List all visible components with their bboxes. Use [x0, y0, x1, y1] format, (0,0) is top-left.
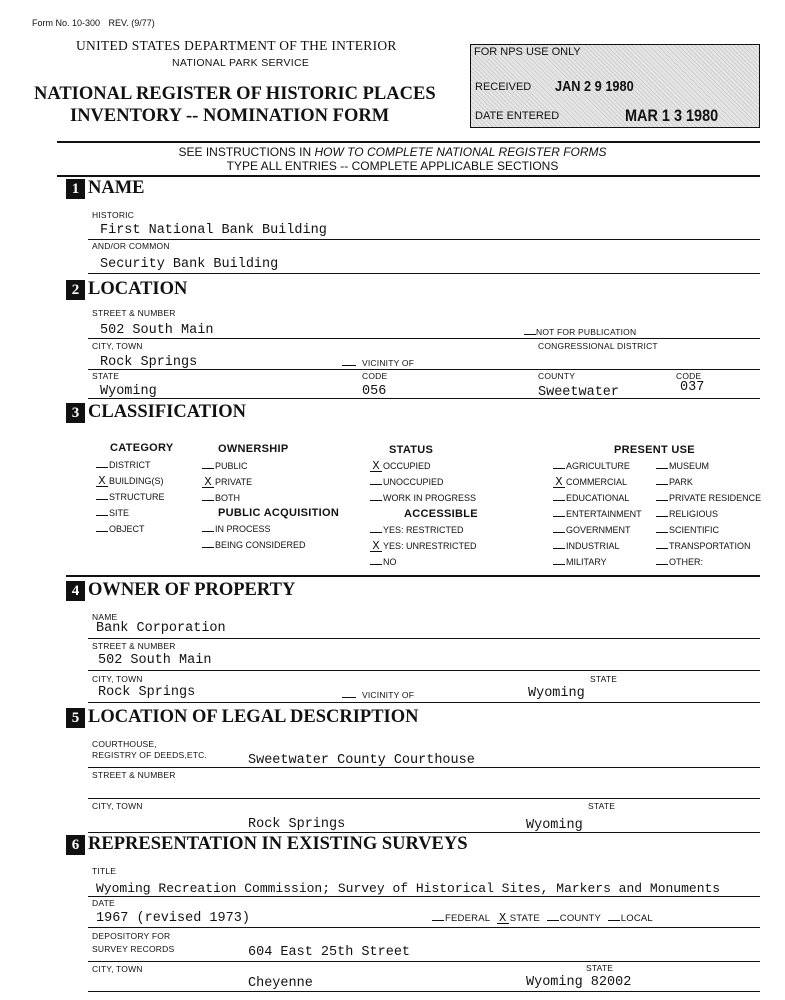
- field-line: [88, 338, 760, 339]
- service-name: NATIONAL PARK SERVICE: [172, 57, 310, 69]
- field-line: [88, 702, 760, 703]
- street-label: STREET & NUMBER: [92, 308, 176, 318]
- section-5-heading: [66, 707, 419, 728]
- checkbox-row: [96, 524, 145, 534]
- county-value: Sweetwater: [538, 385, 620, 400]
- checkbox-row: [370, 541, 477, 552]
- owner-vicinity: [342, 690, 414, 700]
- survey-date-label: DATE: [92, 898, 115, 908]
- form-no-text: Form No. 10-300: [32, 18, 101, 28]
- checkbox-label: SITE: [109, 508, 130, 518]
- checkbox-mark[interactable]: [553, 564, 565, 565]
- section-3-title: CLASSIFICATION: [88, 402, 246, 422]
- legal-city-value: Rock Springs: [248, 817, 346, 832]
- category-heading: CATEGORY: [110, 442, 174, 454]
- congressional-district-label: CONGRESSIONAL DISTRICT: [538, 341, 658, 351]
- legal-street-label: STREET & NUMBER: [92, 770, 176, 780]
- checkbox-label: UNOCCUPIED: [383, 477, 444, 487]
- checkbox-mark[interactable]: [553, 532, 565, 533]
- state-mark: X: [497, 913, 509, 924]
- checkbox-row: [96, 492, 165, 502]
- checkbox-label: WORK IN PROGRESS: [383, 493, 477, 503]
- owner-street-value: 502 South Main: [98, 653, 212, 668]
- survey-title-label: TITLE: [92, 866, 117, 876]
- owner-state-value: Wyoming: [528, 686, 585, 701]
- state-value: Wyoming: [100, 384, 157, 399]
- checkbox-mark[interactable]: [370, 500, 382, 501]
- checkbox-mark[interactable]: X: [202, 477, 214, 488]
- survey-state-label: STATE: [586, 963, 614, 973]
- section-6-number: 6: [66, 835, 85, 855]
- checkbox-label: INDUSTRIAL: [566, 541, 620, 551]
- owner-city-value: Rock Springs: [98, 685, 196, 700]
- checkbox-row: [656, 525, 719, 535]
- instructions-italic: HOW TO COMPLETE NATIONAL REGISTER FORMS: [314, 145, 607, 159]
- section-1-heading: [66, 178, 145, 199]
- checkbox-mark[interactable]: [96, 531, 108, 532]
- divider: [66, 575, 760, 577]
- checkbox-label: SCIENTIFIC: [669, 525, 720, 535]
- legal-state-label: STATE: [588, 801, 616, 811]
- checkbox-mark[interactable]: [656, 516, 668, 517]
- checkbox-row: [656, 509, 718, 519]
- state-label: STATE: [92, 371, 120, 381]
- checkbox-label: PRIVATE: [215, 477, 253, 487]
- checkbox-row: [656, 477, 693, 487]
- checkbox-mark[interactable]: X: [370, 541, 382, 552]
- checkbox-mark[interactable]: [370, 564, 382, 565]
- section-4-number: 4: [66, 581, 85, 601]
- section-4-title: OWNER OF PROPERTY: [88, 580, 296, 600]
- field-line: [88, 798, 760, 799]
- checkbox-row: [202, 477, 252, 488]
- checkbox-label: OBJECT: [109, 524, 145, 534]
- historic-label: HISTORIC: [92, 210, 135, 220]
- county-level-label: COUNTY: [559, 913, 601, 924]
- checkbox-row: [656, 541, 751, 551]
- owner-vicinity-label: VICINITY OF: [362, 690, 415, 700]
- checkbox-mark[interactable]: X: [553, 477, 565, 488]
- checkbox-label: AGRICULTURE: [566, 461, 630, 471]
- historic-value: First National Bank Building: [100, 223, 327, 238]
- depository-label-2: SURVEY RECORDS: [92, 944, 175, 954]
- field-line: [88, 991, 760, 992]
- survey-city-value: Cheyenne: [248, 976, 313, 991]
- checkbox-mark[interactable]: [656, 532, 668, 533]
- checkbox-label: NO: [383, 557, 397, 567]
- survey-level: [432, 913, 653, 924]
- checkbox-row: [96, 508, 129, 518]
- city-label: CITY, TOWN: [92, 341, 143, 351]
- checkbox-label: COMMERCIAL: [566, 477, 628, 487]
- common-value: Security Bank Building: [100, 257, 279, 272]
- field-line: [88, 670, 760, 671]
- checkbox-mark[interactable]: [96, 515, 108, 516]
- section-6-title: REPRESENTATION IN EXISTING SURVEYS: [88, 834, 468, 854]
- checkbox-mark[interactable]: [656, 500, 668, 501]
- checkbox-mark[interactable]: [370, 484, 382, 485]
- checkbox-label: MILITARY: [566, 557, 607, 567]
- checkbox-label: YES: RESTRICTED: [383, 525, 464, 535]
- checkbox-mark[interactable]: [96, 467, 108, 468]
- survey-date-value: 1967 (revised 1973): [96, 911, 250, 926]
- instructions-line2: TYPE ALL ENTRIES -- COMPLETE APPLICABLE SECTIONS: [226, 159, 559, 173]
- checkbox-row: [656, 461, 709, 471]
- not-for-publication-label: NOT FOR PUBLICATION: [536, 327, 637, 337]
- checkbox-mark[interactable]: [656, 468, 668, 469]
- checkbox-row: [96, 476, 164, 487]
- received-stamp: JAN 2 9 1980: [555, 78, 634, 95]
- section-2-number: 2: [66, 280, 85, 300]
- checkbox-mark[interactable]: [202, 468, 214, 469]
- instructions-line1: [0, 145, 785, 159]
- checkbox-label: ENTERTAINMENT: [566, 509, 642, 519]
- checkbox-label: OCCUPIED: [383, 461, 431, 471]
- checkbox-label: BUILDING(S): [109, 476, 164, 486]
- field-line: [88, 896, 760, 897]
- legal-state-value: Wyoming: [526, 818, 583, 833]
- nps-box-label: FOR NPS USE ONLY: [474, 46, 581, 58]
- checkbox-mark[interactable]: [370, 532, 382, 533]
- checkbox-label: STRUCTURE: [109, 492, 165, 502]
- field-line: [88, 638, 760, 639]
- checkbox-row: [370, 461, 431, 472]
- checkbox-mark[interactable]: [553, 500, 565, 501]
- checkbox-label: BOTH: [215, 493, 241, 503]
- field-line: [88, 961, 760, 962]
- public-acquisition-heading: PUBLIC ACQUISITION: [218, 507, 340, 519]
- state-level-label: STATE: [509, 913, 540, 924]
- local-level-label: LOCAL: [620, 913, 653, 924]
- owner-state-label: STATE: [590, 674, 618, 684]
- checkbox-label: RELIGIOUS: [669, 509, 719, 519]
- checkbox-label: GOVERNMENT: [566, 525, 631, 535]
- checkbox-row: [370, 493, 476, 503]
- checkbox-mark[interactable]: X: [370, 461, 382, 472]
- present-use-heading: PRESENT USE: [614, 444, 695, 456]
- owner-name-label: NAME: [92, 612, 118, 622]
- checkbox-row: [202, 493, 240, 503]
- checkbox-label: DISTRICT: [109, 460, 151, 470]
- vicinity-of: [342, 358, 414, 368]
- section-1-title: NAME: [88, 178, 145, 198]
- field-line: [88, 832, 760, 833]
- section-4-heading: [66, 580, 295, 601]
- code-label: CODE: [362, 371, 388, 381]
- checkbox-row: [553, 477, 627, 488]
- section-2-heading: [66, 279, 187, 300]
- checkbox-mark[interactable]: [656, 548, 668, 549]
- owner-name-value: Bank Corporation: [96, 621, 226, 636]
- county-code-value: 037: [680, 380, 705, 395]
- checkbox-label: PARK: [669, 477, 693, 487]
- status-heading: STATUS: [389, 444, 434, 456]
- form-rev-text: REV. (9/77): [108, 18, 155, 28]
- field-line: [88, 927, 760, 928]
- code2-label: CODE: [676, 371, 702, 381]
- owner-street-label: STREET & NUMBER: [92, 641, 176, 651]
- checkbox-row: [553, 493, 629, 503]
- field-line: [88, 273, 760, 274]
- city-value: Rock Springs: [100, 355, 198, 370]
- checkbox-mark[interactable]: [553, 548, 565, 549]
- field-line: [88, 398, 760, 399]
- checkbox-mark[interactable]: [656, 564, 668, 565]
- federal-label: FEDERAL: [445, 913, 490, 924]
- county-label: COUNTY: [538, 371, 576, 381]
- field-line: [88, 369, 760, 370]
- field-line: [88, 239, 760, 240]
- section-6-heading: [66, 834, 468, 855]
- section-3-heading: [66, 402, 246, 423]
- common-label: AND/OR COMMON: [92, 241, 170, 251]
- courthouse-label-2: REGISTRY OF DEEDS,ETC.: [92, 750, 208, 760]
- survey-title-value: Wyoming Recreation Commission; Survey of Historical Sites, Markers and Monuments: [96, 881, 721, 896]
- not-for-publication: [524, 327, 636, 337]
- checkbox-label: TRANSPORTATION: [669, 541, 751, 551]
- ownership-heading: OWNERSHIP: [218, 443, 289, 455]
- checkbox-mark[interactable]: [553, 468, 565, 469]
- date-entered-stamp: MAR 1 3 1980: [625, 106, 719, 125]
- checkbox-mark[interactable]: [202, 531, 214, 532]
- checkbox-mark[interactable]: [96, 499, 108, 500]
- legal-city-label: CITY, TOWN: [92, 801, 143, 811]
- checkbox-label: OTHER:: [669, 557, 704, 567]
- section-3-number: 3: [66, 403, 85, 423]
- checkbox-row: [553, 461, 630, 471]
- accessible-heading: ACCESSIBLE: [404, 508, 478, 520]
- street-value: 502 South Main: [100, 323, 214, 338]
- checkbox-label: PRIVATE RESIDENCE: [669, 493, 762, 503]
- checkbox-row: [370, 557, 397, 567]
- checkbox-mark[interactable]: X: [96, 476, 108, 487]
- survey-city-label: CITY, TOWN: [92, 964, 143, 974]
- code-value: 056: [362, 384, 387, 399]
- owner-city-label: CITY, TOWN: [92, 674, 143, 684]
- form-title-line2: INVENTORY -- NOMINATION FORM: [70, 106, 390, 126]
- checkbox-row: [202, 524, 271, 534]
- checkbox-label: PUBLIC: [215, 461, 248, 471]
- section-1-number: 1: [66, 179, 85, 199]
- checkbox-mark[interactable]: [202, 500, 214, 501]
- checkbox-row: [656, 557, 703, 567]
- checkbox-row: [96, 460, 151, 470]
- checkbox-mark[interactable]: [656, 484, 668, 485]
- checkbox-row: [553, 525, 631, 535]
- form-number: [32, 18, 155, 28]
- checkbox-row: [370, 477, 444, 487]
- checkbox-mark[interactable]: [553, 516, 565, 517]
- checkbox-row: [656, 493, 761, 503]
- department-name: UNITED STATES DEPARTMENT OF THE INTERIOR: [76, 38, 397, 53]
- divider: [57, 175, 760, 177]
- instructions-prefix: SEE INSTRUCTIONS IN: [178, 145, 312, 159]
- section-5-title: LOCATION OF LEGAL DESCRIPTION: [88, 707, 419, 727]
- checkbox-row: [370, 525, 464, 535]
- checkbox-row: [202, 461, 248, 471]
- checkbox-row: [553, 557, 607, 567]
- courthouse-value: Sweetwater County Courthouse: [248, 753, 475, 768]
- vicinity-label: VICINITY OF: [362, 358, 415, 368]
- checkbox-label: YES: UNRESTRICTED: [383, 541, 477, 551]
- courthouse-label-1: COURTHOUSE,: [92, 739, 157, 749]
- checkbox-label: MUSEUM: [669, 461, 709, 471]
- survey-state-value: Wyoming 82002: [526, 975, 632, 990]
- depository-value: 604 East 25th Street: [248, 945, 411, 960]
- field-line: [88, 767, 760, 768]
- checkbox-row: [553, 541, 620, 551]
- section-2-title: LOCATION: [88, 279, 188, 299]
- checkbox-row: [202, 540, 306, 550]
- checkbox-mark[interactable]: [202, 547, 214, 548]
- section-5-number: 5: [66, 708, 85, 728]
- divider: [57, 141, 760, 143]
- received-label: RECEIVED: [475, 81, 532, 93]
- checkbox-row: [553, 509, 642, 519]
- form-title-line1: NATIONAL REGISTER OF HISTORIC PLACES: [34, 84, 436, 104]
- checkbox-label: BEING CONSIDERED: [215, 540, 306, 550]
- depository-label-1: DEPOSITORY FOR: [92, 931, 171, 941]
- checkbox-label: IN PROCESS: [215, 524, 271, 534]
- date-entered-label: DATE ENTERED: [475, 110, 560, 122]
- checkbox-label: EDUCATIONAL: [566, 493, 630, 503]
